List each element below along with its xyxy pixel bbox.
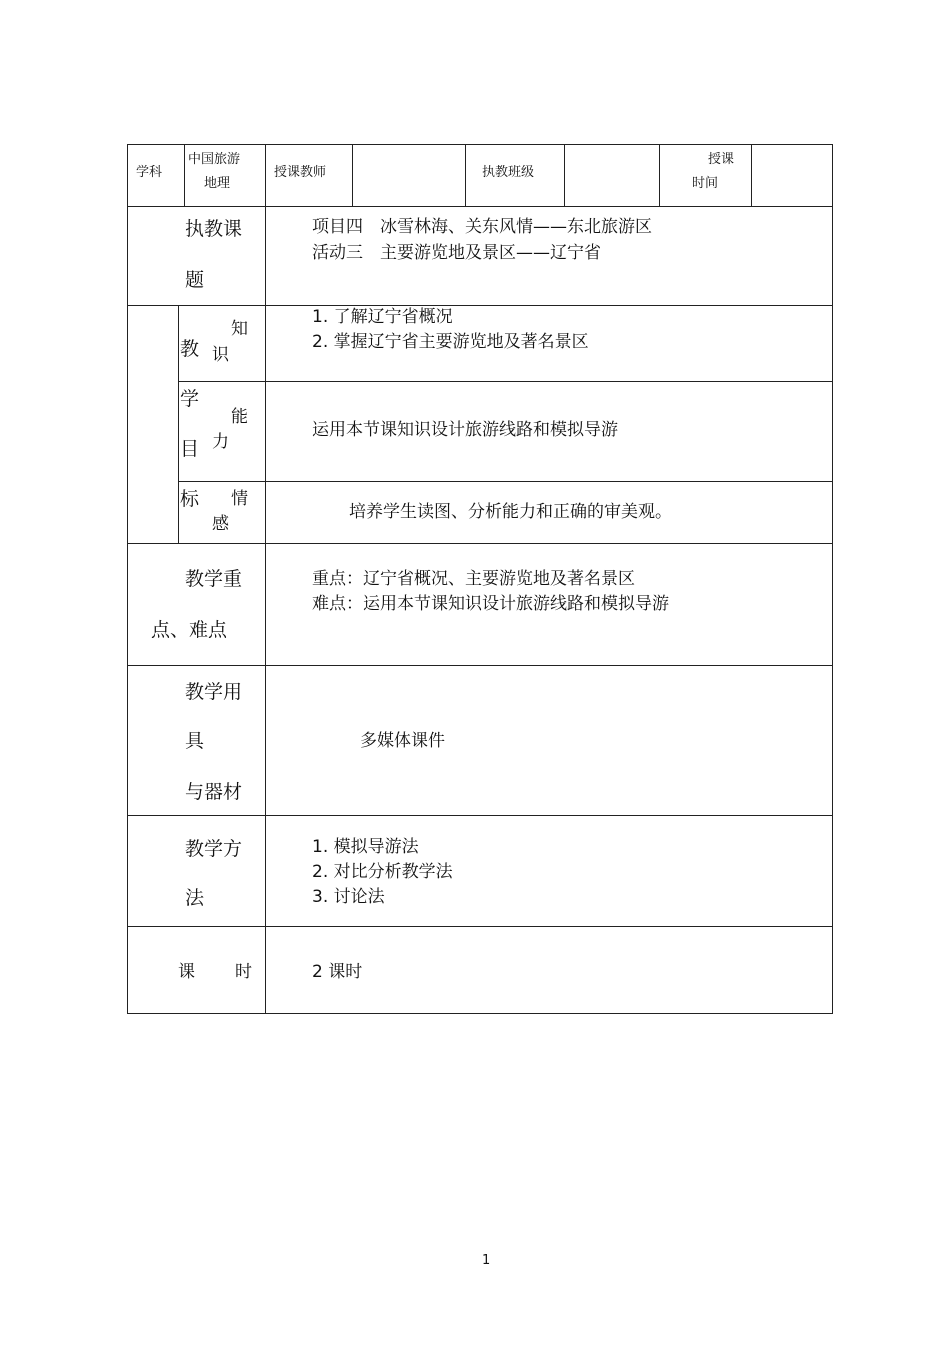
ability-label-char-1: 能 (231, 407, 248, 427)
tools-label-line-1: 教学用 (185, 681, 243, 703)
ability-label-char-2: 力 (212, 432, 229, 452)
method-item: 3. 讨论法 (312, 887, 385, 907)
column-divider (465, 144, 466, 206)
column-divider (751, 144, 752, 206)
methods-label-line-1: 教学方 (185, 838, 243, 860)
hours-text: 2 课时 (312, 962, 363, 982)
table-border-left (127, 144, 128, 1014)
column-divider (352, 144, 353, 206)
ability-text: 运用本节课知识设计旅游线路和模拟导游 (312, 420, 618, 440)
column-divider (659, 144, 660, 206)
key-point-line: 重点：辽宁省概况、主要游览地及著名景区 (312, 569, 635, 589)
row-divider (127, 305, 833, 306)
methods-label-line-2: 法 (185, 887, 205, 909)
emotion-label-char-1: 情 (231, 489, 248, 509)
table-border-bottom (127, 1013, 833, 1014)
row-divider (127, 543, 833, 544)
tools-label-line-2: 具 (185, 730, 205, 752)
row-divider (127, 665, 833, 666)
column-divider (178, 305, 179, 543)
method-item: 1. 模拟导游法 (312, 837, 419, 857)
topic-project-line: 项目四 冰雪林海、关东风情——东北旅游区 (312, 217, 652, 237)
teacher-label: 授课教师 (274, 165, 327, 180)
table-border-right (832, 144, 833, 1014)
hours-label-char-2: 时 (235, 962, 252, 982)
column-divider (184, 144, 185, 206)
subject-value-line-1: 中国旅游 (188, 152, 241, 167)
knowledge-item: 1. 了解辽宁省概况 (312, 307, 453, 327)
topic-label-line-1: 执教课 (185, 218, 243, 240)
method-item: 2. 对比分析教学法 (312, 862, 453, 882)
class-label: 执教班级 (482, 165, 535, 180)
row-divider (178, 381, 833, 382)
column-divider (564, 144, 565, 206)
knowledge-label-char-1: 知 (231, 319, 248, 339)
row-divider (127, 206, 833, 207)
key-points-label-line-2: 点、难点 (151, 619, 228, 641)
key-points-label-line-1: 教学重 (185, 568, 243, 590)
goals-side-char-4: 标 (180, 488, 200, 510)
topic-activity-line: 活动三 主要游览地及景区——辽宁省 (312, 243, 601, 263)
goals-side-char-3: 目 (180, 438, 200, 460)
tools-label-line-3: 与器材 (185, 781, 243, 803)
time-label-line-1: 授课 (708, 152, 735, 167)
column-divider (265, 144, 266, 1014)
goals-side-char-2: 学 (180, 388, 200, 410)
row-divider (127, 926, 833, 927)
topic-label-line-2: 题 (185, 269, 205, 291)
subject-label: 学科 (136, 165, 163, 180)
table-border-top (127, 144, 833, 145)
row-divider (178, 481, 833, 482)
time-label-line-2: 时间 (692, 176, 719, 191)
subject-value-line-2: 地理 (204, 176, 231, 191)
emotion-label-char-2: 感 (212, 514, 229, 534)
row-divider (127, 815, 833, 816)
difficult-point-line: 难点：运用本节课知识设计旅游线路和模拟导游 (312, 594, 669, 614)
tools-text: 多媒体课件 (360, 731, 445, 751)
goals-side-char-1: 教 (180, 338, 200, 360)
lesson-plan-table (127, 144, 833, 1014)
emotion-text: 培养学生读图、分析能力和正确的审美观。 (349, 502, 672, 522)
hours-label-char-1: 课 (178, 962, 195, 982)
knowledge-label-char-2: 识 (212, 345, 229, 365)
knowledge-item: 2. 掌握辽宁省主要游览地及著名景区 (312, 332, 589, 352)
page-number: 1 (482, 1253, 491, 1268)
